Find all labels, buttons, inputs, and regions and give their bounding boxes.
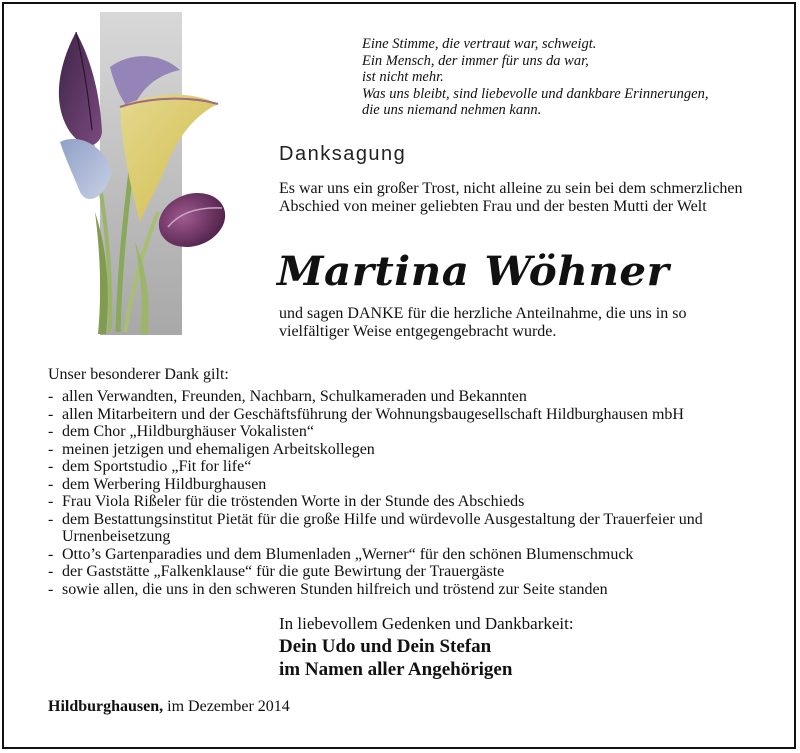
purple-calla-flower	[59, 32, 102, 145]
list-item: - dem Bestattungsinstitut Pietät für die große Hilfe und würdevolle Ausgestaltung der Trauerfeier und Urnenbeisetzung	[48, 511, 768, 546]
closing-line: In liebevollem Gedenken und Dankbarkeit:	[279, 614, 574, 633]
list-item: - allen Verwandten, Freunden, Nachbarn, Schulkameraden und Bekannten	[48, 388, 768, 406]
place-date	[48, 698, 290, 716]
intro-paragraph: Es war uns ein großer Trost, nicht alleine zu sein bei dem schmerzlichen Abschied von meiner geliebten Frau und der besten Mutti der Welt	[279, 180, 743, 215]
list-item: - meinen jetzigen und ehemaligen Arbeitskollegen	[48, 441, 768, 459]
list-item: - Frau Viola Rißeler für die tröstenden Worte in der Stunde des Abschieds	[48, 493, 768, 511]
calla-lily-illustration	[40, 12, 240, 337]
list-item: - dem Chor „Hildburghäuser Vokalisten“	[48, 423, 768, 441]
notice-heading: Danksagung	[279, 143, 407, 165]
signature-names: Dein Udo und Dein Stefan	[279, 636, 492, 657]
thanks-paragraph: und sagen DANKE für die herzliche Anteilnahme, die uns in so vielfältiger Weise entgegengebracht wurde.	[279, 305, 687, 340]
list-item: - dem Werbering Hildburghausen	[48, 476, 768, 494]
poem-line: Eine Stimme, die vertraut war, schweigt.	[362, 36, 597, 52]
poem-verse	[362, 36, 708, 119]
special-thanks-label: Unser besonderer Dank gilt:	[48, 366, 229, 383]
list-item: - sowie allen, die uns in den schweren Stunden hilfreich und tröstend zur Seite standen	[48, 581, 768, 599]
deceased-name: Martina Wöhner	[277, 248, 670, 295]
poem-line: ist nicht mehr.	[362, 69, 444, 85]
poem-line: Was uns bleibt, sind liebevolle und dankbare Erinnerungen,	[362, 85, 709, 102]
poem-line: Ein Mensch, der immer für uns da war,	[362, 52, 589, 69]
poem-line: die uns niemand nehmen kann.	[362, 102, 542, 118]
thanks-list	[48, 388, 768, 598]
signature-family: im Namen aller Angehörigen	[279, 659, 513, 680]
list-item: - Otto’s Gartenparadies und dem Blumenladen „Werner“ für den schönen Blumenschmuck	[48, 546, 768, 564]
date: im Dezember 2014	[167, 698, 290, 715]
list-item: - dem Sportstudio „Fit for life“	[48, 458, 768, 476]
list-item: - der Gaststätte „Falkenklause“ für die gute Bewirtung der Trauergäste	[48, 563, 768, 581]
list-item: - allen Mitarbeitern und der Geschäftsführung der Wohnungsbaugesellschaft Hildburghausen mbH	[48, 406, 768, 424]
place: Hildburghausen,	[48, 698, 164, 715]
